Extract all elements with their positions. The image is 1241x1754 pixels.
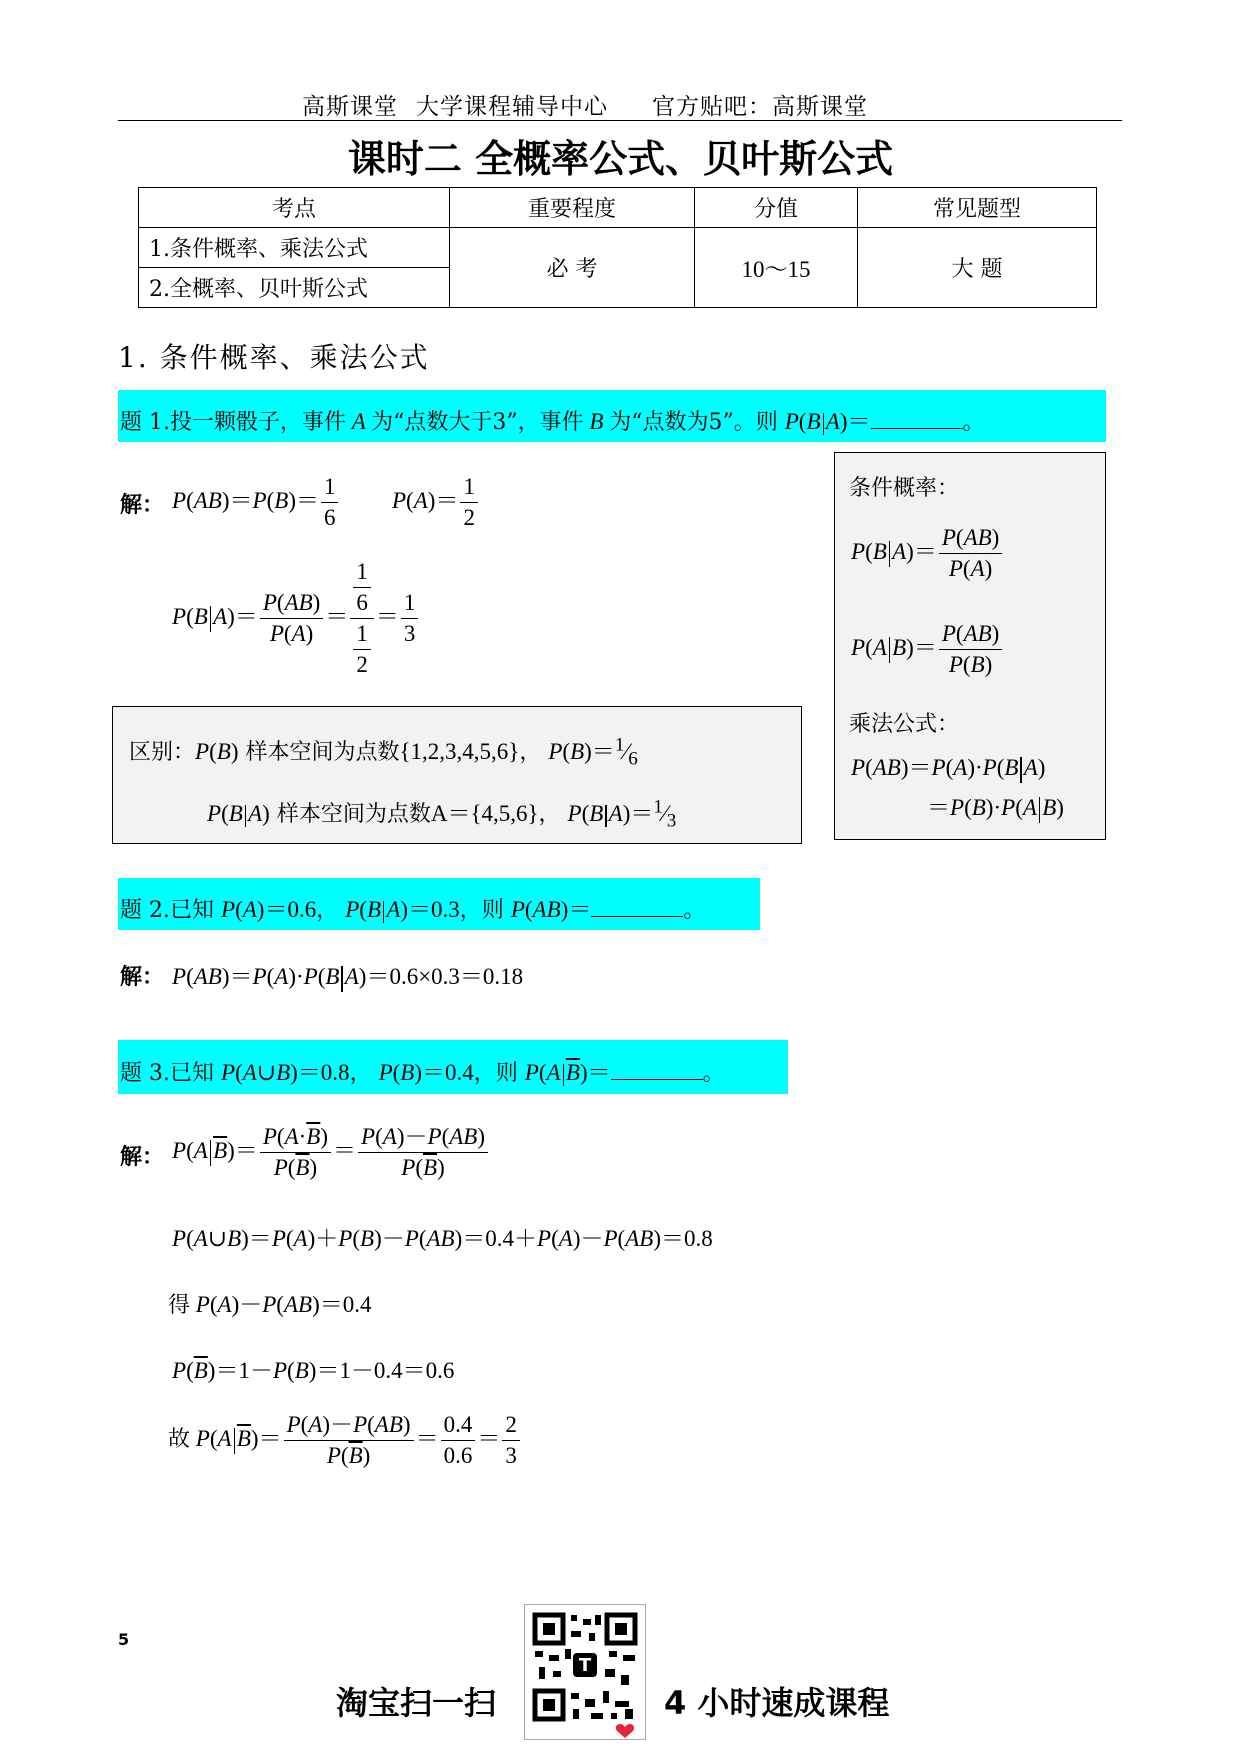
difference-line-2: P(B A) 样本空间为点数A＝{4,5,6}， P(B $A)=^1⁄_3$ [207,796,677,832]
svg-text:T: T [578,1655,592,1676]
formula-cond-ba: P(B A)＝ $\frac{P(AB)}{P(A)}$ [851,523,1004,584]
solution-3-line3: 得 P(A)－P(AB)＝0.4 [168,1292,372,1317]
solution-3-line1: P(A $\overline{B})=$ $\frac{P(A\cdot\overline{B})}{P(\overline{B})}$ ＝ $\frac{P(A)-P(AB)}{P(\overline{B})}$ [172,1122,490,1183]
keypoint-table [138,187,1097,308]
formula-mult-2: ＝P(B)·P(A B) [927,789,1064,823]
difference-line-1: 区别：P(B) 样本空间为点数{1,2,3,4,5,6}， $P(B)=^1⁄_6$ [129,734,638,770]
question-label: 题 1. [120,410,170,435]
formula-mult-1: P(AB)＝P(A)·P(B A) [851,749,1045,783]
table-score: 10～15 [695,228,858,308]
solution-label: 解： [120,964,165,990]
solution-2: P(AB)＝P(A)·P(B A)＝0.6×0.3＝0.18 [172,958,523,992]
solution-label: 解： [120,492,165,518]
solution-label: 解： [120,1144,165,1170]
formula-box [834,452,1106,840]
header-rule [118,120,1122,121]
table-topic: 2.全概率、贝叶斯公式 [139,268,450,308]
answer-blank [611,1061,703,1080]
footer-right-text: 4 小时速成课程 [664,1684,890,1722]
section-heading: 1. 条件概率、乘法公式 [118,341,430,374]
question-1: 题 1.投一颗骰子，事件 A 为“点数大于3”，事件 B 为“点数为5”。则 P(B A)＝ 。 [120,409,985,435]
formula-cond-title: 条件概率： [849,476,960,501]
table-type: 大 题 [858,228,1097,308]
page-title: 课时二 全概率公式、贝叶斯公式 [347,137,894,181]
solution-3-line5: 故 P(A $\overline{B})=$ $\frac{P(A)-P(AB)}{P(\overline{B})}$ ＝ $\frac{0.4}{0.6}$ ＝ $\frac{2}{3}$ [168,1410,522,1471]
header-center: 大学课程辅导中心 [416,94,608,120]
formula-mult-title: 乘法公式： [849,712,960,737]
header-tieba: 官方贴吧：高斯课堂 [652,94,868,120]
footer-left-text: 淘宝扫一扫 [336,1684,497,1722]
table-header: 常见题型 [858,188,1097,228]
difference-box [112,706,802,844]
table-header: 重要程度 [450,188,695,228]
formula-cond-ab: P(A B)＝ $\frac{P(AB)}{P(B)}$ [851,619,1004,680]
qr-code-icon [524,1604,646,1740]
header-brand: 高斯课堂 [302,94,398,120]
table-topic: 1.条件概率、乘法公式 [139,228,450,268]
answer-blank [871,410,963,429]
solution-3-line2: P(A∪B)＝P(A)＋P(B)－P(AB)＝0.4＋P(A)－P(AB)＝0.8 [172,1226,713,1251]
page-number: 5 [118,1630,130,1649]
question-3: 题 3.已知 P(A∪B)＝0.8， P(B)＝0.4，则 P(A $\overline{B})=$ 。 [120,1060,725,1086]
table-importance: 必 考 [450,228,695,308]
table-header: 考点 [139,188,450,228]
answer-blank [591,898,683,917]
question-2: 题 2.已知 P(A)＝0.6， P(B A)＝0.3，则 P(AB)＝ 。 [120,897,706,923]
solution-3-line4: $P(\overline{B})=1-P(B)=1-0.4=0.6$ [172,1358,455,1383]
solution-1-line1: P(AB)＝P(B)＝ $\frac{1}{6}$ P(A)＝ $\frac{1}{2}$ [172,472,480,533]
table-header: 分值 [695,188,858,228]
solution-1-line2: P(B A)＝ $\frac{P(AB)}{P(A)}$ ＝ $\frac{\frac{1}{6}}{\frac{1}{2}}$ ＝ $\frac{1}{3}$ [172,557,420,680]
